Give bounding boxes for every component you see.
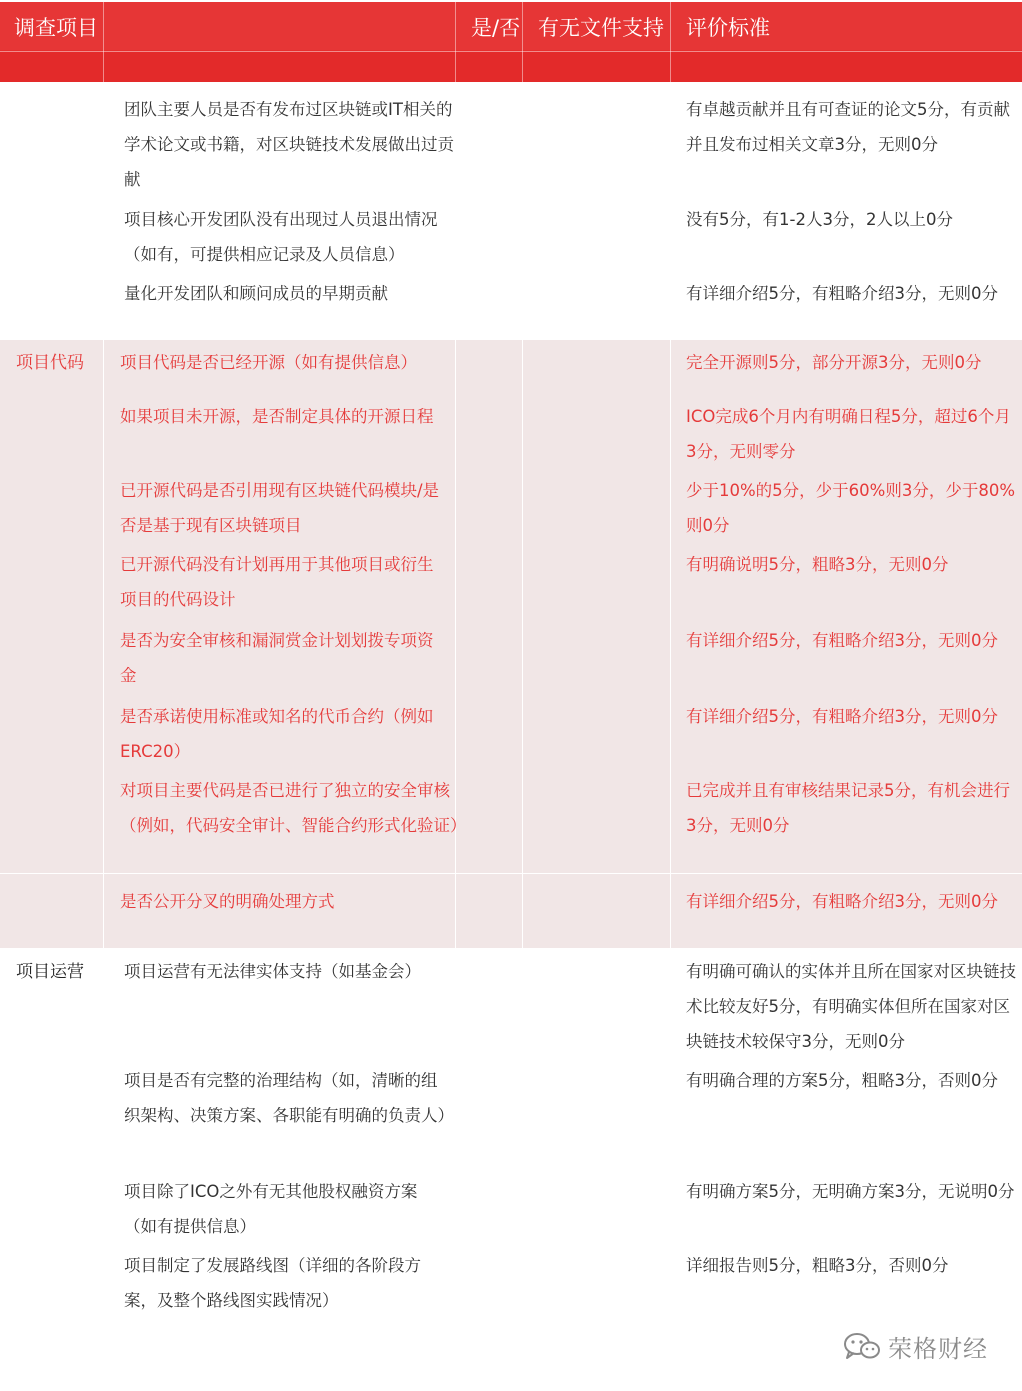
table-row-criteria: 有卓越贡献并且有可查证的论文5分，有贡献并且发布过相关文章3分，无则0分 [686,100,1010,154]
table-row-item: 项目制定了发展路线图（详细的各阶段方案，及整个路线图实践情况） [124,1256,421,1310]
table-row-item: 项目除了ICO之外有无其他股权融资方案（如有提供信息） [124,1182,418,1236]
table-row-criteria: 已完成并且有审核结果记录5分，有机会进行3分，无则0分 [686,781,1010,835]
table-row-item: 量化开发团队和顾问成员的早期贡献 [124,284,388,303]
section-project-operations [0,948,1022,1328]
section-team [0,82,1022,340]
watermark [842,1328,988,1364]
table-row-item: 是否为安全审核和漏洞赏金计划划拨专项资金 [120,631,434,685]
table-row-criteria: 有明确方案5分，无明确方案3分，无说明0分 [686,1182,1015,1201]
watermark-text: 荣格财经 [888,1334,988,1363]
table-row-criteria: 有详细介绍5分，有粗略介绍3分，无则0分 [686,892,998,911]
table-row-criteria: 有明确说明5分，粗略3分，无则0分 [686,555,949,574]
table-row-item: 团队主要人员是否有发布过区块链或IT相关的学术论文或书籍，对区块链技术发展做出过贡献 [124,100,454,189]
section-label: 项目运营 [16,962,84,982]
table-row-criteria: ICO完成6个月内有明确日程5分，超过6个月3分，无则零分 [686,407,1011,461]
header-doc-support: 有无文件支持 [538,16,664,40]
header-item: 调查项目 [14,16,98,40]
header-criteria: 评价标准 [686,16,770,40]
table-row-item: 项目核心开发团队没有出现过人员退出情况（如有，可提供相应记录及人员信息） [124,210,438,264]
table-row-criteria: 有明确可确认的实体并且所在国家对区块链技术比较友好5分，有明确实体但所在国家对区块链技术较保守3分，无则0分 [686,962,1016,1051]
section-label: 项目代码 [16,353,84,373]
table-row-criteria: 有详细介绍5分，有粗略介绍3分，无则0分 [686,707,998,726]
table-row-criteria: 有明确合理的方案5分，粗略3分，否则0分 [686,1071,998,1090]
table-row-criteria: 详细报告则5分，粗略3分，否则0分 [686,1256,949,1275]
table-row-item: 是否公开分叉的明确处理方式 [120,892,335,911]
table-row-item: 已开源代码是否引用现有区块链代码模块/是否是基于现有区块链项目 [120,481,440,535]
table-row-criteria: 有详细介绍5分，有粗略介绍3分，无则0分 [686,284,998,303]
header-yes-no: 是/否 [471,16,521,40]
table-header [0,2,1022,82]
table-row-criteria: 有详细介绍5分，有粗略介绍3分，无则0分 [686,631,998,650]
table-row-item: 已开源代码没有计划再用于其他项目或衍生项目的代码设计 [120,555,434,609]
table-row-criteria: 少于10%的5分，少于60%则3分，少于80%则0分 [686,481,1016,535]
section-project-code [0,340,1022,948]
table-row-item: 对项目主要代码是否已进行了独立的安全审核 （例如，代码安全审计、智能合约形式化验证） [120,781,467,835]
table-row-item: 项目是否有完整的治理结构（如，清晰的组织架构、决策方案、各职能有明确的负责人） [124,1071,454,1125]
table-row-criteria: 没有5分，有1-2人3分，2人以上0分 [686,210,953,229]
table-row-item: 如果项目未开源，是否制定具体的开源日程 [120,407,434,426]
wechat-icon [842,1331,882,1361]
table-row-criteria: 完全开源则5分，部分开源3分，无则0分 [686,353,982,372]
table-row-item: 项目运营有无法律实体支持（如基金会） [124,962,421,981]
table-row-item: 是否承诺使用标准或知名的代币合约（例如ERC20） [120,707,434,761]
table-row-item: 项目代码是否已经开源（如有提供信息） [120,353,417,372]
